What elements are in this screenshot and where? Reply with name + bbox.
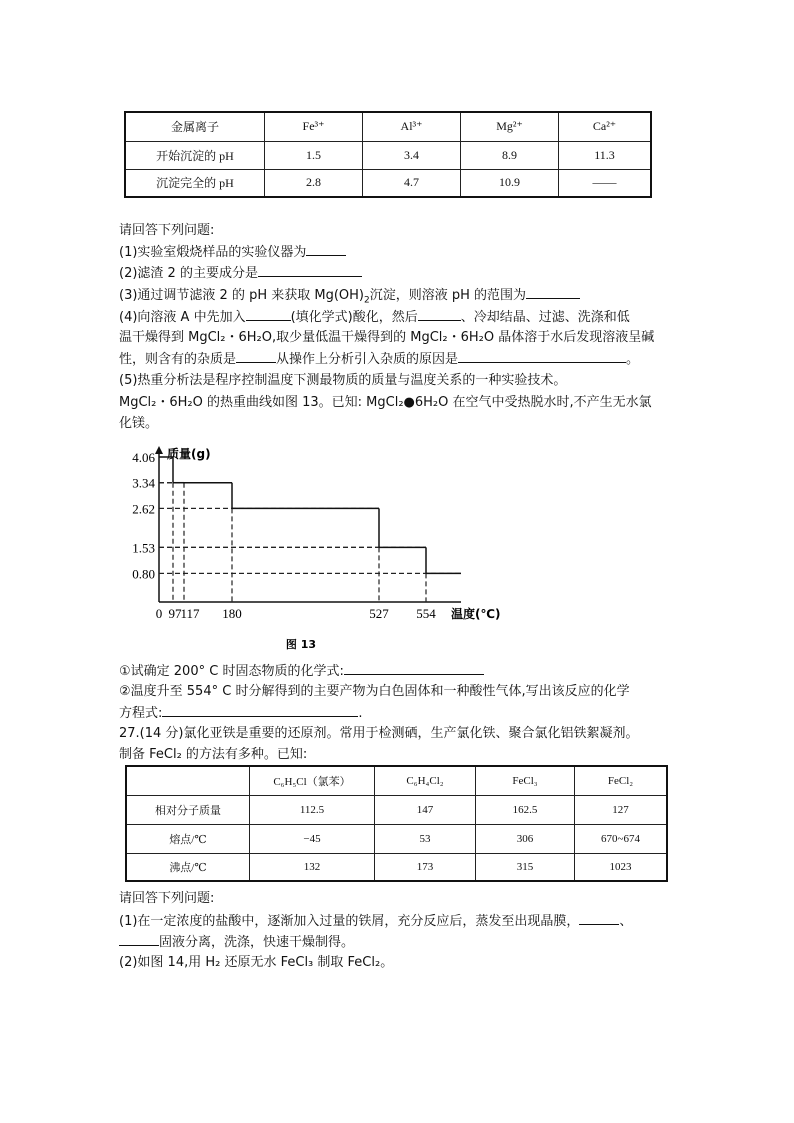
sub-question-2-line2: 方程式: . [119,706,363,721]
properties-table [125,765,668,882]
y-tick-label: 1.53 [132,540,155,556]
answer-blank[interactable] [526,286,580,299]
y-tick-label: 0.80 [132,566,155,582]
table-cell: 3.4 [363,141,461,169]
x-tick-label: 554 [416,606,436,621]
question-4-line2: 温干燥得到 MgCl₂・6H₂O,取少量低温干燥得到的 MgCl₂・6H₂O 晶体溶于水后发现溶液呈碱 [119,330,655,345]
table-cell: −45 [250,824,375,853]
answer-blank[interactable] [246,308,291,321]
table-cell: 162.5 [476,795,575,824]
table-cell: 147 [375,795,476,824]
answer-blank[interactable] [306,243,346,256]
y-tick-label: 3.34 [132,475,155,491]
question-4-line1: (4)向溶液 A 中先加入 (填化学式)酸化，然后 、冷却结晶、过滤、洗涤和低 [119,310,630,325]
table-cell: —— [559,169,652,197]
table-cell: 10.9 [461,169,559,197]
table-cell: 开始沉淀的 pH [125,141,265,169]
question-4-line3: 性，则含有的杂质是 从操作上分析引入杂质的原因是 。 [119,352,640,367]
sub-question-2-line1: ②温度升至 554° C 时分解得到的主要产物为白色固体和一种酸性气体,写出该反应的化学 [119,684,630,699]
table-header [126,766,250,795]
question-27-line1: 27.(14 分)氯化亚铁是重要的还原剂。常用于检测硒，生产氯化铁、聚合氯化铝铁絮凝剂。 [119,726,639,741]
question-5-line1: (5)热重分析法是程序控制温度下测最物质的质量与温度关系的一种实验技术。 [119,373,567,388]
chart-y-ticks [132,450,155,581]
table-cell: 670~674 [575,824,668,853]
question-3: (3)通过调节滤液 2 的 pH 来获取 $Mg(OH)_2$沉淀，则溶液 pH 的范围为 [119,286,580,310]
table-cell: 4.7 [363,169,461,197]
table-header: 金属离子 [125,112,265,141]
y-axis-arrow [155,446,163,454]
x-tick-label: 180 [222,606,242,621]
y-axis-label: 质量(g) [167,447,211,461]
question-27-line2: 制备 FeCl₂ 的方法有多种。已知: [119,747,308,762]
answer-blank[interactable] [458,350,626,363]
table-cell: 沉淀完全的 pH [125,169,265,197]
table-header: Mg²⁺ [461,112,559,141]
x-axis-label: 温度(℃) [451,607,501,621]
table-cell: 2.8 [265,169,363,197]
table-header: FeCl₃ [476,766,575,795]
table-cell: 112.5 [250,795,375,824]
y-tick-label: 4.06 [132,450,155,465]
chart-title: 图 13 [285,638,317,651]
question-27-1-line2: 固液分离，洗涤，快速干燥制得。 [119,933,354,952]
sub-question-1: ①试确定 200° C 时固态物质的化学式: [119,662,484,681]
questions-intro-27: 请回答下列问题: [119,891,215,906]
answer-blank[interactable] [344,662,484,675]
answer-blank[interactable] [418,308,461,321]
thermogravimetric-chart [115,440,501,655]
question-5-line2: MgCl₂・6H₂O 的热重曲线如图 13。已知: MgCl₂●6H₂O 在空气中受热脱水时,不产生无水氯 [119,395,652,410]
answer-blank[interactable] [119,933,159,946]
table-header: C₆H₅Cl（氯苯） [250,766,375,795]
chart-dashed-guides [159,457,461,602]
table-cell: 熔点/℃ [126,824,250,853]
question-27-1-line1: (1)在一定浓度的盐酸中，逐渐加入过量的铁屑，充分反应后，蒸发至出现晶膜， 、 [119,914,633,929]
table-cell: 1.5 [265,141,363,169]
answer-blank[interactable] [236,350,276,363]
x-tick-label: 527 [369,606,389,621]
table-header: Al³⁺ [363,112,461,141]
table-cell: 沸点/℃ [126,853,250,881]
table-cell: 1023 [575,853,668,881]
table-cell: 173 [375,853,476,881]
questions-intro: 请回答下列问题: [119,223,215,238]
table-cell: 相对分子质量 [126,795,250,824]
table-cell: 127 [575,795,668,824]
table-cell: 11.3 [559,141,652,169]
table-cell: 132 [250,853,375,881]
table-header: Fe³⁺ [265,112,363,141]
table-cell: 315 [476,853,575,881]
table-header: Ca²⁺ [559,112,652,141]
answer-blank[interactable] [258,264,362,277]
table-cell: 306 [476,824,575,853]
chart-step-curve [159,457,461,573]
x-tick-label: 117 [180,606,200,621]
answer-blank[interactable] [579,912,619,925]
chart-x-ticks [156,606,437,621]
question-2: (2)滤渣 2 的主要成分是 [119,264,362,283]
x-tick-label: 0 [155,606,163,621]
metal-ion-ph-table [124,111,652,198]
table-header: FeCl₂ [575,766,668,795]
table-cell: 53 [375,824,476,853]
x-tick-label: 97 [168,606,182,621]
table-header: C₆H₄Cl₂ [375,766,476,795]
answer-blank[interactable] [162,704,358,717]
question-5-line3: 化镁。 [119,416,159,431]
y-tick-label: 2.62 [132,501,155,517]
question-1: (1)实验室煅烧样品的实验仪器为 [119,243,346,262]
question-27-2: (2)如图 14,用 H₂ 还原无水 FeCl₃ 制取 FeCl₂。 [119,955,394,970]
table-cell: 8.9 [461,141,559,169]
